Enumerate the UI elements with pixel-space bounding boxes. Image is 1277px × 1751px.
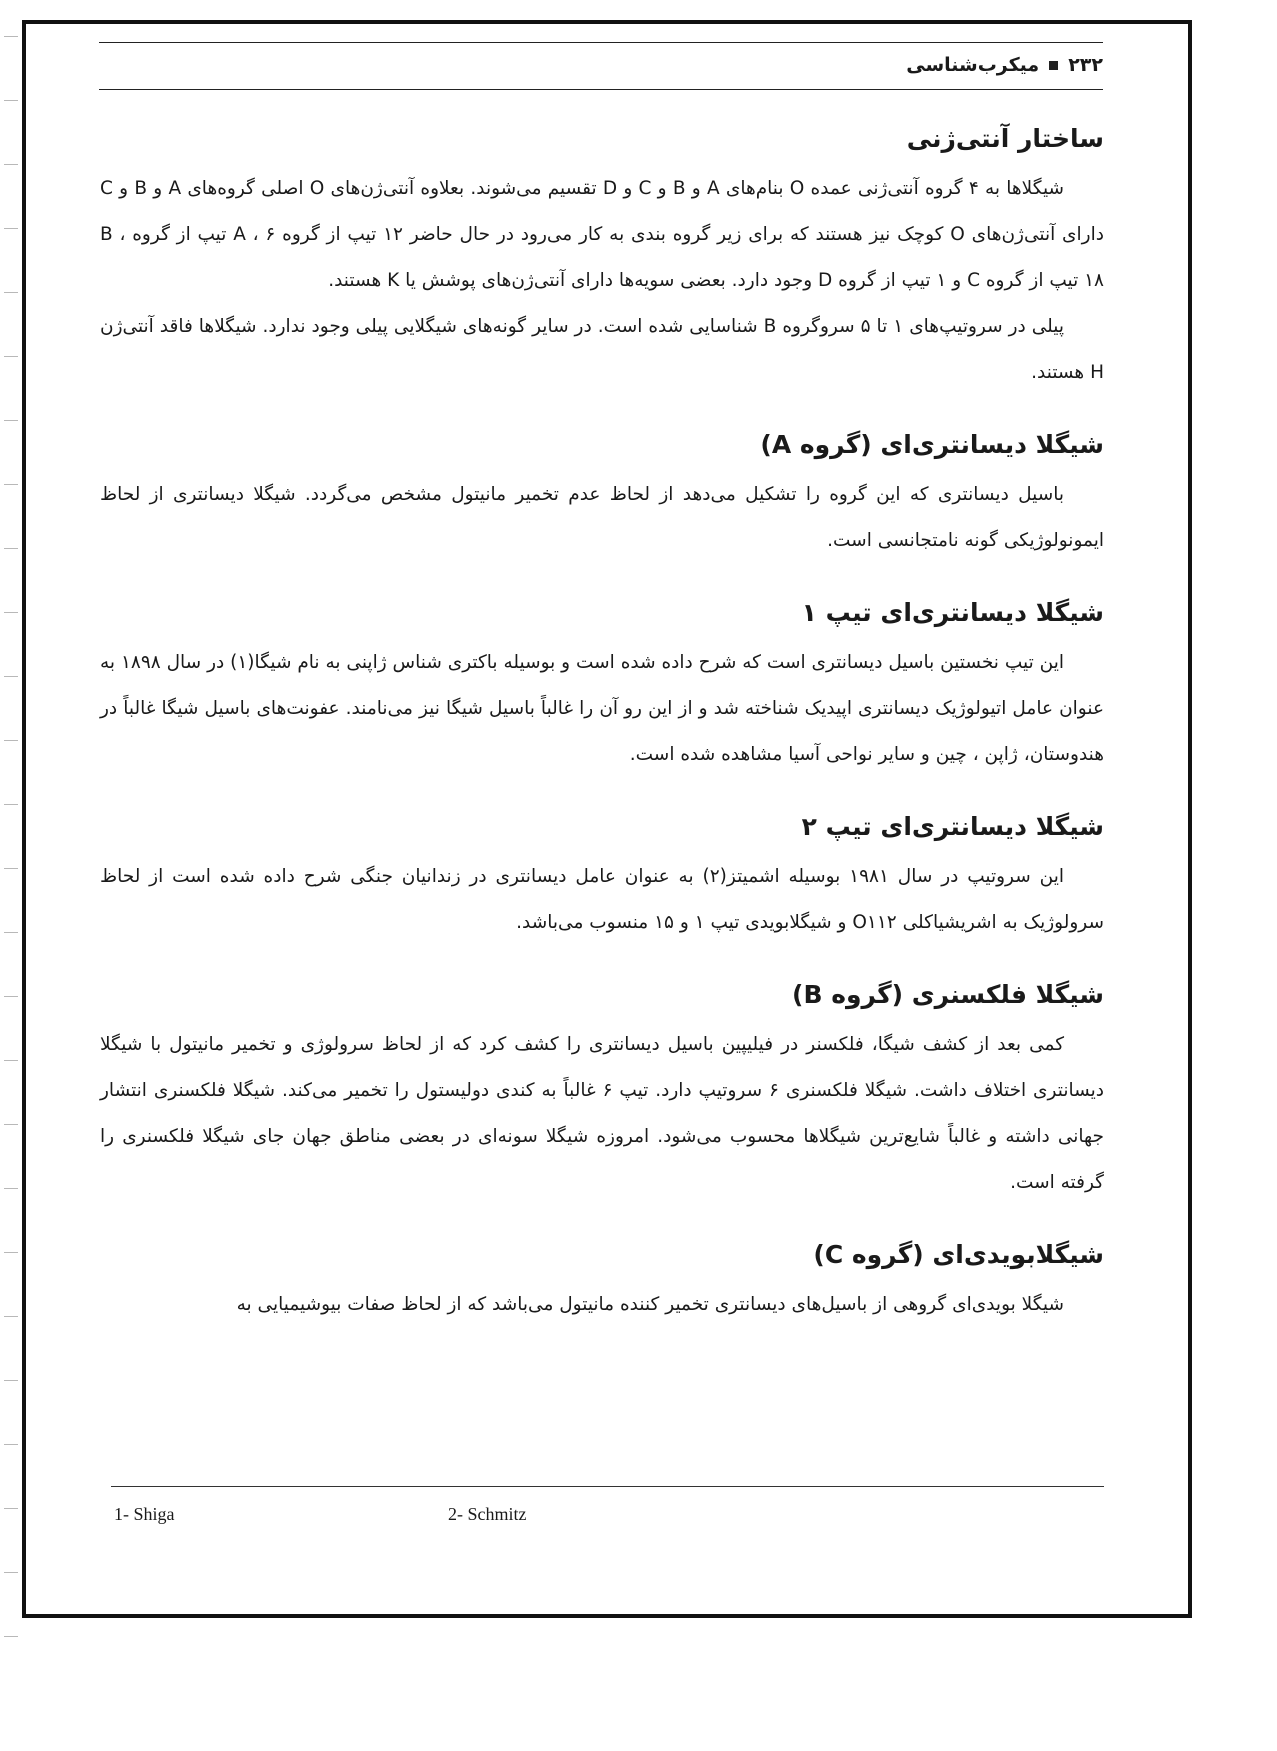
section-boydii-group-c: [100, 1232, 1104, 1328]
margin-tick: [4, 1380, 18, 1381]
margin-tick: [4, 1508, 18, 1509]
paragraph: این تیپ نخستین باسیل دیسانتری است که شرح داده شده است و بوسیله باکتری شناس ژاپنی به نام شیگا(۱) در سال ۱۸۹۸ به عنوان عامل اتیولوژیک دیسانتری اپیدیک شناخته شد و از این رو آن را غالباً باسیل شیگا نیز می‌نامند. عفونت‌های باسیل شیگا غالباً در هندوستان، ژاپن ، چین و سایر نواحی آسیا مشاهده شده است.: [100, 652, 1104, 765]
paragraph: شیگلاها به ۴ گروه آنتی‌ژنی عمده O بنام‌های A و B و C و D تقسیم می‌شوند. بعلاوه آنتی‌ژن‌های O اصلی گروه‌های A و B و C دارای آنتی‌ژن‌های O کوچک نیز هستند که برای زیر گروه بندی به کار می‌رود در حال حاضر ۱۲ تیپ از گروه A ، ۶ تیپ از گروه B ، ۱۸ تیپ از گروه C و ۱ تیپ از گروه D وجود دارد. بعضی سویه‌ها دارای آنتی‌ژن‌های پوشش یا K هستند.: [100, 178, 1104, 291]
page-number: ۲۳۲: [1068, 54, 1103, 76]
book-title: میکرب‌شناسی: [906, 54, 1040, 76]
section-flexneri-group-b: [100, 972, 1104, 1206]
margin-tick: [4, 1636, 18, 1637]
footnote-rule: [111, 1486, 1104, 1487]
margin-tick: [4, 1316, 18, 1317]
margin-tick: [4, 868, 18, 869]
footnote-1: 1- Shiga: [114, 1504, 175, 1524]
section-title: شیگلابویدی‌ای (گروه C): [813, 1240, 1104, 1269]
section-title: شیگلا دیسانتری‌ای تیپ ۱: [801, 598, 1104, 627]
running-head: [906, 54, 1103, 76]
margin-tick: [4, 932, 18, 933]
margin-tick: [4, 1572, 18, 1573]
header-top-rule: [99, 42, 1103, 43]
margin-tick: [4, 1252, 18, 1253]
paragraph: کمی بعد از کشف شیگا، فلکسنر در فیلیپین باسیل دیسانتری را کشف کرد که از لحاظ سرولوژی و تخمیر مانیتول با شیگلا دیسانتری اختلاف داشت. شیگلا فلکسنری ۶ سروتیپ دارد. تیپ ۶ غالباً به کندی دولیستول را تخمیر می‌کند. شیگلا فلکسنری انتشار جهانی داشته و غالباً شایع‌ترین شیگلاها محسوب می‌شود. امروزه شیگلا سونه‌ای در بعضی مناطق جهان جای شیگلا فلکسنری را گرفته است.: [100, 1034, 1105, 1193]
margin-tick: [4, 804, 18, 805]
margin-tick: [4, 996, 18, 997]
margin-tick: [4, 228, 18, 229]
paragraph: شیگلا بویدی‌ای گروهی از باسیل‌های دیسانتری تخمیر کننده مانیتول می‌باشد که از لحاظ صفات بیوشیمیایی به: [236, 1294, 1064, 1315]
paragraph: باسیل دیسانتری که این گروه را تشکیل می‌دهد از لحاظ عدم تخمیر مانیتول مشخص می‌گردد. شیگلا دیسانتری از لحاظ ایمونولوژیکی گونه نامتجانسی است.: [100, 484, 1104, 551]
margin-tick: [4, 1060, 18, 1061]
header-bottom-rule: [99, 89, 1103, 90]
margin-tick: [4, 1188, 18, 1189]
footnote-2: 2- Schmitz: [448, 1504, 527, 1524]
margin-tick: [4, 420, 18, 421]
margin-tick: [4, 676, 18, 677]
section-dysenteriae-type-2: [100, 804, 1104, 946]
section-antigenic-structure: [100, 116, 1104, 396]
section-title: شیگلا دیسانتری‌ای تیپ ۲: [801, 812, 1104, 841]
margin-tick: [4, 164, 18, 165]
section-title: ساختار آنتی‌ژنی: [906, 124, 1104, 153]
section-shigella-dysenteriae-group-a: [100, 422, 1104, 564]
margin-tick: [4, 484, 18, 485]
margin-tick: [4, 1444, 18, 1445]
margin-tick: [4, 100, 18, 101]
paragraph: پیلی در سروتیپ‌های ۱ تا ۵ سروگروه B شناسایی شده است. در سایر گونه‌های شیگلایی پیلی وجود ندارد. شیگلاها فاقد آنتی‌ژن H هستند.: [100, 316, 1104, 383]
paragraph: این سروتیپ در سال ۱۹۸۱ بوسیله اشمیتز(۲) به عنوان عامل دیسانتری در زندانیان جنگی شرح داده شده است از لحاظ سرولوژیک به اشریشیاکلی O۱۱۲ و شیگلابویدی تیپ ۱ و ۱۵ منسوب می‌باشد.: [100, 866, 1104, 933]
margin-tick: [4, 740, 18, 741]
square-bullet-icon: [1049, 61, 1058, 70]
margin-tick: [4, 292, 18, 293]
section-title: شیگلا فلکسنری (گروه B): [792, 980, 1104, 1009]
body-text: [100, 116, 1104, 1328]
margin-tick: [4, 36, 18, 37]
margin-tick: [4, 1124, 18, 1125]
section-title: شیگلا دیسانتری‌ای (گروه A): [760, 430, 1104, 459]
scan-margin-ticks: [0, 0, 22, 1680]
margin-tick: [4, 612, 18, 613]
margin-tick: [4, 548, 18, 549]
section-dysenteriae-type-1: [100, 590, 1104, 778]
margin-tick: [4, 356, 18, 357]
